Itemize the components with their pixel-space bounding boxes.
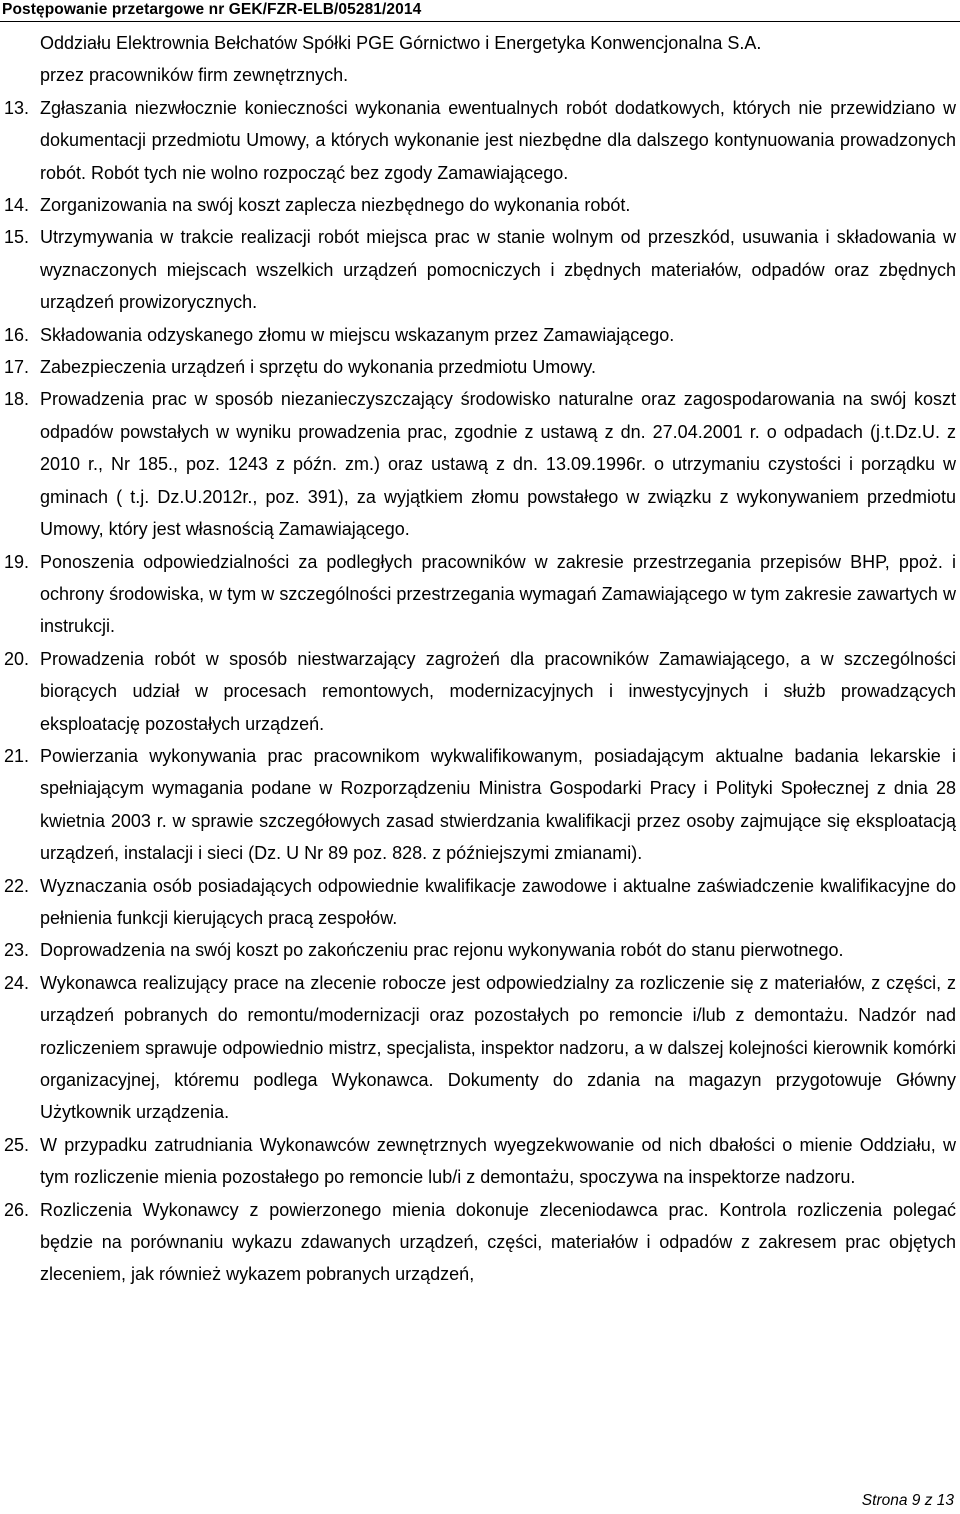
item-text: Prowadzenia prac w sposób niezanieczyszczający środowisko naturalne oraz zagospodarowania na swój koszt odpadów powstałych w wyniku prowadzenia prac, zgodnie z ustawą z dn. 27.04.2001 r. o odpadach (j.t.Dz.U. z 2010 r., Nr 185., poz. 1243 z późn. zm.) oraz ustawą z dn. 13.09.1996r. o utrzymaniu czystości i porządku w gminach ( t.j. Dz.U.2012r., poz. 391), za wyjątkiem złomu powstałego w związku z wykonywaniem przedmiotu Umowy, który jest własnością Zamawiającego.: [40, 389, 956, 540]
document-body: [4, 27, 956, 1291]
item-number: 18.: [4, 389, 30, 410]
item-number: 26.: [4, 1199, 30, 1220]
item-number: 21.: [4, 745, 30, 766]
item-text: Ponoszenia odpowiedzialności za podległych pracowników w zakresie przestrzegania przepisów BHP, ppoż. i ochrony środowiska, w tym w szczególności przestrzegania wymagań Zamawiającego w tym zakresie zawartych w instrukcji.: [40, 551, 956, 637]
item-number: 23.: [4, 940, 30, 961]
list-item: [4, 740, 956, 870]
item-number: 13.: [4, 97, 30, 118]
list-item: [4, 1194, 956, 1291]
item-text: Wykonawca realizujący prace na zlecenie robocze jest odpowiedzialny za rozliczenie się z materiałów, z części, z urządzeń pobranych do remontu/modernizacji oraz pozostałych po remoncie i/lub z demontażu. Nadzór nad rozliczeniem sprawuje odpowiednio mistrz, specjalista, inspektor nadzoru, a w dalszej kolejności kierownik komórki organizacyjnej, któremu podlega Wykonawca. Dokumenty do zdania na magazyn przygotowuje Główny Użytkownik urządzenia.: [40, 972, 956, 1123]
list-item: [4, 546, 956, 643]
continuation-line: Oddziału Elektrownia Bełchatów Spółki PGE Górnictwo i Energetyka Konwencjonalna S.A.: [40, 33, 762, 53]
list-item: [4, 189, 956, 221]
item-number: 16.: [4, 324, 30, 345]
item-text: Utrzymywania w trakcie realizacji robót miejsca prac w stanie wolnym od przeszkód, usuwania i składowania w wyznaczonych miejscach wszelkich urządzeń pomocniczych i zbędnych materiałów, odpadów oraz zbędnych urządzeń prowizorycznych.: [40, 227, 956, 313]
item-text: Doprowadzenia na swój koszt po zakończeniu prac rejonu wykonywania robót do stanu pierwotnego.: [40, 940, 844, 961]
list-item: [4, 967, 956, 1129]
item-text: Zgłaszania niezwłocznie konieczności wykonania ewentualnych robót dodatkowych, których nie przewidziano w dokumentacji przedmiotu Umowy, a których wykonanie jest niezbędne dla dalszego kontynuowania prowadzonych robót. Robót tych nie wolno rozpocząć bez zgody Zamawiającego.: [40, 97, 956, 183]
item-number: 20.: [4, 648, 30, 669]
item-text: Powierzania wykonywania prac pracownikom wykwalifikowanym, posiadającym aktualne badania lekarskie i spełniającym wymagania podane w Rozporządzeniu Ministra Gospodarki Pracy i Polityki Społecznej z dnia 28 kwietnia 2003 r. w sprawie szczegółowych zasad stwierdzania kwalifikacji przez osoby zajmujące się eksploatacją urządzeń, instalacji i sieci (Dz. U Nr 89 poz. 828. z późniejszymi zmianami).: [40, 745, 956, 864]
continuation-line: przez pracowników firm zewnętrznych.: [40, 65, 349, 86]
item-number: 22.: [4, 875, 30, 896]
item-text: Zorganizowania na swój koszt zaplecza niezbędnego do wykonania robót.: [40, 195, 631, 216]
item-number: 19.: [4, 551, 30, 572]
document-title: Postępowanie przetargowe nr GEK/FZR-ELB/05281/2014: [2, 1, 422, 18]
list-item: [4, 1129, 956, 1194]
item-number: 17.: [4, 357, 30, 378]
item-text: Wyznaczania osób posiadających odpowiednie kwalifikacje zawodowe i aktualne zaświadczenie kwalifikacyjne do pełnienia funkcji kierujących pracą zespołów.: [40, 875, 956, 928]
list-item: [4, 221, 956, 318]
list-item: [4, 92, 956, 189]
item-text: Składowania odzyskanego złomu w miejscu wskazanym przez Zamawiającego.: [40, 324, 675, 345]
list-item: [4, 319, 956, 351]
list-item: [4, 934, 956, 966]
item-number: 14.: [4, 195, 30, 216]
page-number: Strona 9 z 13: [861, 1492, 954, 1509]
item-text: W przypadku zatrudniania Wykonawców zewnętrznych wyegzekwowanie od nich dbałości o mienie Oddziału, w tym rozliczenie mienia pozostałego po remoncie lub/i z demontażu, spoczywa na inspektorze nadzoru.: [40, 1134, 956, 1188]
item-text: Rozliczenia Wykonawcy z powierzonego mienia dokonuje zleceniodawca prac. Kontrola rozliczenia polegać będzie na porównaniu wykazu zdawanych urządzeń, części, materiałów i odpadów z zakresem prac objętych zleceniem, jak również wykazem pobranych urządzeń,: [40, 1199, 956, 1285]
list-item: [4, 870, 956, 935]
item-number: 25.: [4, 1134, 30, 1155]
item-number: 24.: [4, 972, 30, 993]
list-item: [4, 383, 956, 545]
page-header: [0, 0, 960, 22]
item-text: Prowadzenia robót w sposób niestwarzający zagrożeń dla pracowników Zamawiającego, a w szczególności biorących udział w procesach remontowych, modernizacyjnych i inwestycyjnych i służb prowadzących eksploatację pozostałych urządzeń.: [40, 648, 956, 734]
list-item: [4, 643, 956, 740]
item-number: 15.: [4, 227, 30, 248]
list-item: [4, 351, 956, 383]
item-text: Zabezpieczenia urządzeń i sprzętu do wykonania przedmiotu Umowy.: [40, 357, 596, 378]
